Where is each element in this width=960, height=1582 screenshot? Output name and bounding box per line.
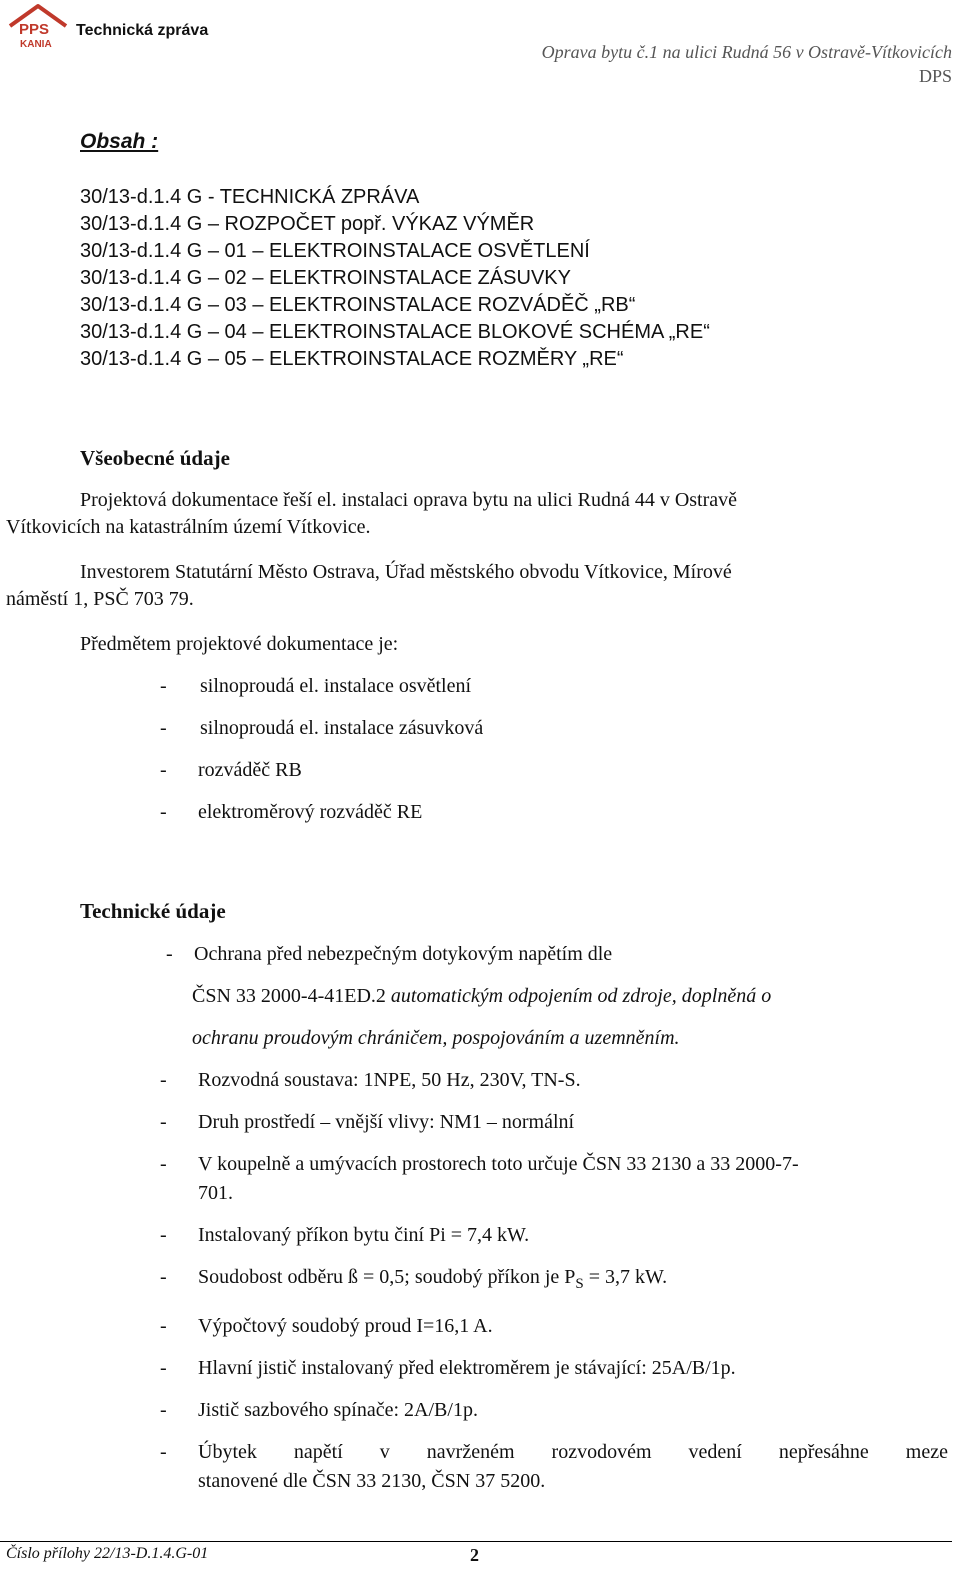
list-item-text: rozváděč RB: [198, 759, 302, 781]
list-dash: -: [160, 1069, 167, 1091]
list-dash: -: [160, 675, 167, 697]
subject-intro: [6, 631, 952, 658]
company-logo: [8, 2, 68, 50]
list-dash: -: [160, 1399, 167, 1421]
protection-italic-text: ochranu proudovým chráničem, pospojováním a uzemněním.: [192, 1027, 680, 1049]
contents-item: 30/13-d.1.4 G – 01 – ELEKTROINSTALACE OSVĚTLENÍ: [80, 240, 590, 262]
paragraph-line: Předmětem projektové dokumentace je:: [80, 633, 399, 655]
list-dash: -: [160, 1111, 167, 1133]
general-paragraph-2: [6, 559, 952, 613]
technical-heading: Technické údaje: [80, 899, 226, 923]
power-subscript: S: [575, 1276, 584, 1292]
paragraph-line: Vítkovicích na katastrálním území Vítkovice.: [6, 516, 371, 538]
subject-list: [160, 672, 860, 832]
simultaneity-value: = 3,7 kW.: [583, 1266, 668, 1288]
list-dash: -: [160, 1315, 167, 1337]
simultaneity-text: Soudobost odběru ß = 0,5; soudobý příkon je P: [198, 1266, 576, 1288]
contents-heading: Obsah :: [80, 130, 159, 153]
list-dash: -: [160, 717, 167, 739]
svg-text:PPS: PPS: [19, 21, 50, 38]
list-dash: -: [160, 1266, 167, 1288]
list-item-text: Úbytek napětí v navrženém rozvodovém vedení nepřesáhne meze: [198, 1441, 948, 1463]
paragraph-line: Investorem Statutární Město Ostrava, Úřad městského obvodu Vítkovice, Mírové: [80, 561, 732, 583]
contents-item: 30/13-d.1.4 G – 04 – ELEKTROINSTALACE BLOKOVÉ SCHÉMA „RE“: [80, 321, 710, 343]
list-dash: -: [160, 1441, 167, 1463]
protection-line-2: [192, 982, 771, 1011]
contents-item: 30/13-d.1.4 G - TECHNICKÁ ZPRÁVA: [80, 186, 420, 208]
svg-text:KANIA: KANIA: [20, 39, 52, 50]
list-item-text: V koupelně a umývacích prostorech toto určuje ČSN 33 2130 a 33 2000-7-: [198, 1153, 799, 1175]
list-dash: -: [160, 1357, 167, 1379]
header-project-info: [542, 40, 952, 88]
protection-italic-text: automatickým odpojením od zdroje, doplněná o: [385, 985, 772, 1007]
paragraph-line: Projektová dokumentace řeší el. instalaci oprava bytu na ulici Rudná 44 v Ostravě: [80, 489, 738, 511]
project-title: Oprava bytu č.1 na ulici Rudná 56 v Ostravě-Vítkovicích: [541, 42, 952, 62]
contents-item: 30/13-d.1.4 G – 02 – ELEKTROINSTALACE ZÁSUVKY: [80, 267, 571, 289]
list-item-text: [198, 1263, 667, 1299]
contents-item: 30/13-d.1.4 G – 05 – ELEKTROINSTALACE ROZMĚRY „RE“: [80, 348, 624, 370]
project-stage: DPS: [918, 66, 952, 86]
list-item-text: Výpočtový soudobý proud I=16,1 A.: [198, 1315, 493, 1337]
list-dash: -: [166, 943, 173, 965]
list-dash: -: [160, 759, 167, 781]
footer-divider: [0, 1541, 952, 1542]
list-item-text: Druh prostředí – vnější vlivy: NM1 – normální: [198, 1111, 575, 1133]
attachment-number: Číslo přílohy 22/13-D.1.4.G-01: [6, 1545, 209, 1562]
list-item-text: elektroměrový rozváděč RE: [198, 801, 423, 823]
list-item-text: Hlavní jistič instalovaný před elektroměrem je stávající: 25A/B/1p.: [198, 1357, 736, 1379]
list-item-text: stanovené dle ČSN 33 2130, ČSN 37 5200.: [198, 1470, 546, 1492]
page-number: 2: [470, 1545, 479, 1565]
general-paragraph-1: [6, 487, 952, 541]
list-item-text: Instalovaný příkon bytu činí Pi = 7,4 kW.: [198, 1224, 530, 1246]
paragraph-line: náměstí 1, PSČ 703 79.: [6, 588, 194, 610]
norm-reference: ČSN 33 2000-4-41ED.2: [192, 985, 386, 1007]
list-item-text: silnoproudá el. instalace osvětlení: [200, 675, 472, 697]
technical-list: [160, 940, 950, 1500]
contents-item: 30/13-d.1.4 G – ROZPOČET popř. VÝKAZ VÝMĚR: [80, 213, 535, 235]
list-dash: -: [160, 801, 167, 823]
general-heading: Všeobecné údaje: [80, 446, 230, 470]
list-dash: -: [160, 1153, 167, 1175]
list-item-text: Jistič sazbového spínače: 2A/B/1p.: [198, 1399, 478, 1421]
list-item-text: Ochrana před nebezpečným dotykovým napětím dle: [194, 943, 613, 965]
contents-item: 30/13-d.1.4 G – 03 – ELEKTROINSTALACE ROZVÁDĚČ „RB“: [80, 294, 636, 316]
list-item-text: 701.: [198, 1182, 233, 1204]
list-item-text: Rozvodná soustava: 1NPE, 50 Hz, 230V, TN-S.: [198, 1069, 581, 1091]
document-type: Technická zpráva: [76, 22, 209, 39]
list-dash: -: [160, 1224, 167, 1246]
contents-list: [80, 184, 710, 373]
list-item-text: silnoproudá el. instalace zásuvková: [200, 717, 484, 739]
